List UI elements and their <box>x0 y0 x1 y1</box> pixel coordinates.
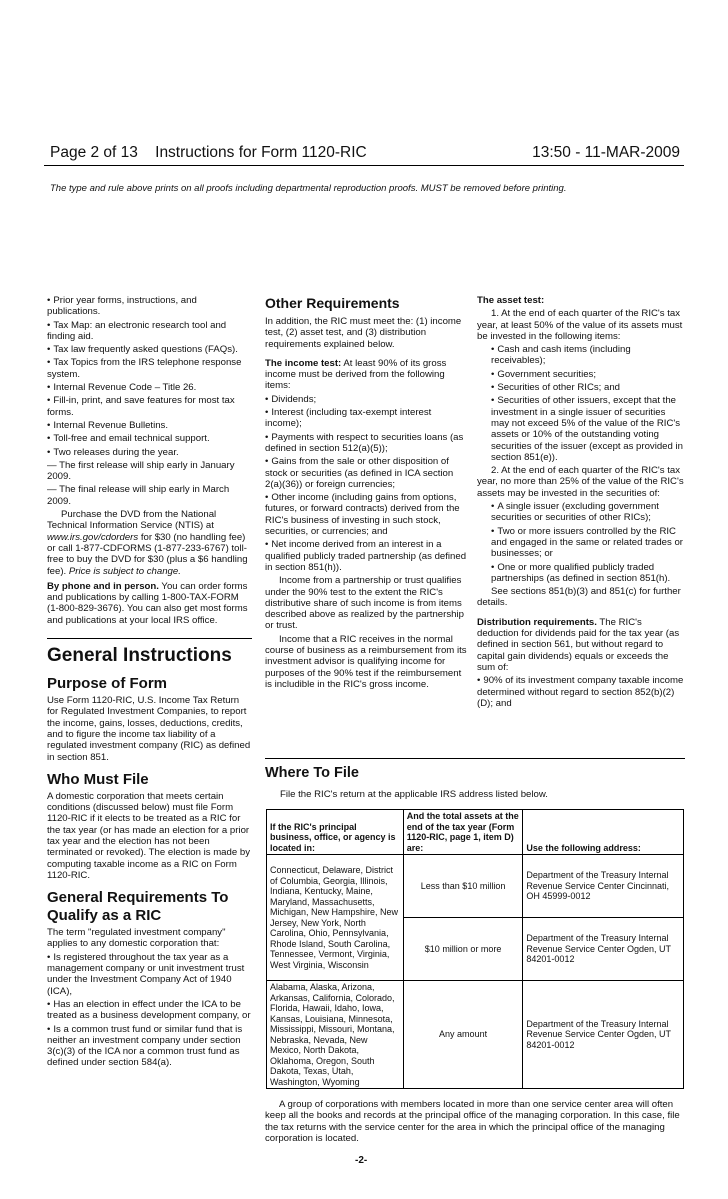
list-item: • Securities of other RICs; and <box>477 382 685 393</box>
list-item: • One or more qualified publicly traded partnerships (as defined in section 851(h). <box>477 562 685 585</box>
address-ogden-2: Department of the Treasury Internal Revenue Service Center Ogden, UT 84201-0012 <box>523 981 684 1089</box>
list-item: • Has an election in effect under the ICA to be treated as a business development company, or <box>47 999 252 1022</box>
states-group-1: Connecticut, Delaware, District of Columbia, Georgia, Illinois, Indiana, Kentucky, Maine, Maryland, Massachusetts, Michigan, New Hampshire, New Jersey, New York, North Carolina, Ohio, Pennsylvania, Rhode Island, South Carolina, Tennessee, Vermont, Virginia, West Virginia, Wisconsin <box>267 855 404 981</box>
list-item: • Fill-in, print, and save features for most tax forms. <box>47 395 252 418</box>
asset-test-1: 1. At the end of each quarter of the RIC's tax year, at least 50% of the value of its assets must be invested in the following items: <box>477 308 683 342</box>
income-test-list <box>265 394 467 573</box>
assets-small: Less than $10 million <box>403 855 523 918</box>
list-item: • Dividends; <box>265 394 467 405</box>
assets-large: $10 million or more <box>403 918 523 981</box>
product-feature-list <box>47 295 252 458</box>
reimbursement-paragraph: Income that a RIC receives in the normal course of business as a reimbursement from its investment advisor is qualifying income for purposes of the 90% test if the reimbursement is includible in the RIC's gross income. <box>265 633 467 690</box>
running-head-title: Page 2 of 13 Instructions for Form 1120-RIC <box>50 144 367 161</box>
list-item: • Securities of other issuers, except that the investment in a single issuer of securities may not exceed 5% of the value of the RIC's assets or 10% of the outstanding voting securities of the issuer (except as provided in section 851(e)). <box>477 395 685 463</box>
list-item: • Internal Revenue Bulletins. <box>47 420 252 431</box>
list-item: • Net income derived from an interest in a qualified publicly traded partnership (as defined in section 851(h)). <box>265 539 467 573</box>
column-middle <box>265 295 467 692</box>
assets-any: Any amount <box>403 981 523 1089</box>
group-corporations-paragraph: A group of corporations with members located in more than one service center area will often keep all the books and records at the principal office of the managing corporation. In this case, file the tax returns with the service center for the area in which the principal office of the managing corporation is located. <box>265 1099 680 1144</box>
where-to-file-intro: File the RIC's return at the applicable IRS address listed below. <box>280 789 548 800</box>
phone-lead: By phone and in person. <box>47 580 159 592</box>
column-left <box>47 295 252 1071</box>
dvd-text-2: for $30 (no handling fee) or call 1-877-CDFORMS (1-877-233-6767) toll-free to buy the DVD for $30 (plus a $6 handling fee). <box>47 531 248 577</box>
income-test-body: At least 90% of its gross income must be derived from the following items: <box>265 357 447 392</box>
general-requirements-list <box>47 952 252 1069</box>
states-group-2: Alabama, Alaska, Arizona, Arkansas, California, Colorado, Florida, Hawaii, Idaho, Iowa, Kansas, Louisiana, Minnesota, Mississippi, Missouri, Montana, Nebraska, Nevada, New Mexico, North Dakota, Oklahoma, Oregon, South Dakota, Texas, Utah, Washington, Wyoming <box>267 981 404 1089</box>
asset-test-heading: The asset test: <box>477 295 545 306</box>
purpose-body: Use Form 1120-RIC, U.S. Income Tax Return for Regulated Investment Companies, to report the income, gains, losses, deductions, credits, and to figure the income tax liability of a regulated investment company (RIC) as defined in section 851. <box>47 695 251 763</box>
phone-paragraph <box>47 581 252 626</box>
list-item: • Two releases during the year. <box>47 447 252 458</box>
asset-test-2: 2. At the end of each quarter of the RIC's tax year, no more than 25% of the value of the RIC's assets may be invested in the securities of: <box>477 465 684 499</box>
column-right <box>477 295 685 711</box>
dvd-url-link[interactable]: www.irs.gov/cdorders <box>47 531 139 543</box>
list-item: • Tax Topics from the IRS telephone response system. <box>47 357 252 380</box>
asset-test-2-list <box>477 501 685 584</box>
general-instructions-heading: General Instructions <box>47 638 252 667</box>
header-location: If the RIC's principal business, office, or agency is located in: <box>267 810 404 855</box>
table-row <box>267 981 684 1089</box>
filing-address-table <box>266 809 684 1089</box>
other-requirements-body: In addition, the RIC must meet the: (1) income test, (2) asset test, and (3) distribution requirements explained below. <box>265 316 462 350</box>
list-item: • Interest (including tax-exempt interest income); <box>265 407 467 430</box>
list-item: • Prior year forms, instructions, and publications. <box>47 295 252 318</box>
where-to-file-heading: Where To File <box>265 765 359 781</box>
other-requirements-heading: Other Requirements <box>265 295 400 311</box>
running-head <box>44 141 684 166</box>
list-item: • Toll-free and email technical support. <box>47 433 252 444</box>
dvd-paragraph <box>47 509 252 577</box>
income-test-lead: The income test: <box>265 357 342 369</box>
proof-note: The type and rule above prints on all proofs including departmental reproduction proofs. MUST be removed before printing. <box>50 183 567 194</box>
list-item: • Internal Revenue Code – Title 26. <box>47 382 252 393</box>
list-item: • A single issuer (excluding government securities or securities of other RICs); <box>477 501 685 524</box>
table-row <box>267 855 684 918</box>
page-number: -2- <box>355 1155 368 1166</box>
address-ogden-1: Department of the Treasury Internal Revenue Service Center Ogden, UT 84201-0012 <box>523 918 684 981</box>
dvd-text-1: Purchase the DVD from the National Technical Information Service (NTIS) at <box>47 509 217 532</box>
list-item: • Tax Map: an electronic research tool and finding aid. <box>47 320 252 343</box>
distribution-lead: Distribution requirements. <box>477 616 597 628</box>
phone-body: You can order forms and publications by calling 1-800-TAX-FORM (1-800-829-3676). You can also get most forms and publications at your local IRS office. <box>47 580 248 626</box>
distribution-paragraph <box>477 617 685 673</box>
general-requirements-body: The term "regulated investment company" applies to any domestic corporation that: <box>47 927 226 950</box>
address-cincinnati: Department of the Treasury Internal Revenue Service Center Cincinnati, OH 45999-0012 <box>523 855 684 918</box>
list-item: • Is registered throughout the tax year as a management company or unit investment trust under the Investment Company Act of 1940 (ICA), <box>47 952 252 997</box>
partnership-paragraph: Income from a partnership or trust qualifies under the 90% test to the extent the RIC's distributive share of such income is from items described above as realized by the partnership or trust. <box>265 575 464 632</box>
distribution-bullet: • 90% of its investment company taxable income determined without regard to section 852(b)(2)(D); and <box>477 675 685 709</box>
list-item: • Payments with respect to securities loans (as defined in section 512(a)(5)); <box>265 432 467 455</box>
see-sections-note: See sections 851(b)(3) and 851(c) for further details. <box>477 586 681 609</box>
purpose-heading: Purpose of Form <box>47 675 168 693</box>
income-test-paragraph <box>265 358 467 392</box>
list-item: • Cash and cash items (including receivables); <box>477 344 685 367</box>
distribution-body: The RIC's deduction for dividends paid for the tax year (as defined in section 561, but without regard to capital gain dividends) equals or exceeds the sum of: <box>477 616 680 673</box>
list-item: • Tax law frequently asked questions (FAQs). <box>47 344 252 355</box>
header-assets: And the total assets at the end of the tax year (Form 1120-RIC, page 1, item D) are: <box>403 810 523 855</box>
general-requirements-heading: General Requirements To Qualify as a RIC <box>47 889 229 925</box>
header-address: Use the following address: <box>523 810 684 855</box>
release-final: — The final release will ship early in March 2009. <box>47 484 230 507</box>
list-item: • Government securities; <box>477 369 685 380</box>
section-divider <box>265 758 685 759</box>
who-must-file-body: A domestic corporation that meets certain conditions (discussed below) must file Form 1120-RIC if it elects to be treated as a RIC for the tax year (or has made an election for a prior tax year and the election has not been terminated or revoked). The election is made by computing taxable income as a RIC on Form 1120-RIC. <box>47 790 250 881</box>
list-item: • Gains from the sale or other disposition of stock or securities (as defined in ICA section 2(a)(36)) or foreign currencies; <box>265 456 467 490</box>
list-item: • Is a common trust fund or similar fund that is neither an investment company under section 3(c)(3) of the ICA nor a common trust fund as defined under section 584(a). <box>47 1024 252 1069</box>
list-item: • Two or more issuers controlled by the RIC and engaged in the same or related trades or businesses; or <box>477 526 685 560</box>
who-must-file-heading: Who Must File <box>47 770 149 788</box>
asset-test-1-list <box>477 344 685 463</box>
release-first: — The first release will ship early in January 2009. <box>47 459 235 483</box>
list-item: • Other income (including gains from options, futures, or forward contracts) derived from the RIC's business of investing in such stock, securities, or currencies; and <box>265 492 467 537</box>
table-header-row <box>267 810 684 855</box>
dvd-price-note: Price is subject to change. <box>68 565 181 577</box>
running-head-timestamp: 13:50 - 11-MAR-2009 <box>532 144 680 161</box>
